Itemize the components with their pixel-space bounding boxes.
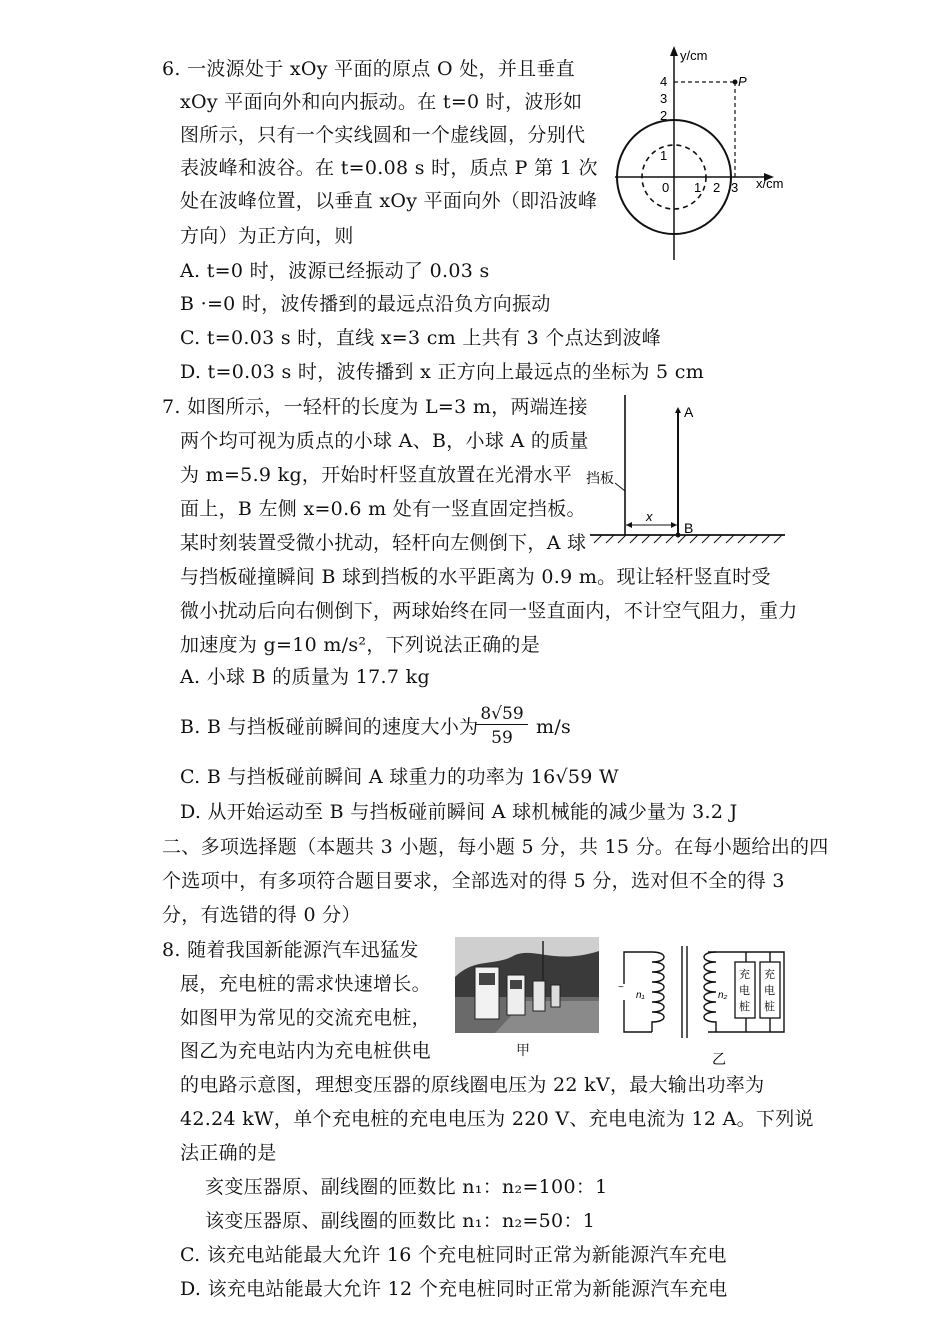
ball-a-label: A [684, 404, 694, 420]
q8-line-2: 展，充电桩的需求快速增长。 [180, 973, 431, 995]
q6-option-b: B ·=0 时，波传播到的最远点沿负方向振动 [180, 293, 551, 315]
svg-text:~: ~ [618, 982, 624, 993]
q7-line-4: 面上，B 左侧 x=0.6 m 处有一竖直固定挡板。 [180, 498, 586, 520]
y-tick-2: 2 [660, 108, 668, 123]
x-axis-label: x/cm [756, 176, 784, 191]
y-tick-4: 4 [660, 74, 668, 89]
section2-line-2: 个选项中，有多项符合题目要求，全部选对的得 5 分，选对但不全的得 3 [162, 870, 785, 892]
q7-line-6: 与挡板碰撞瞬间 B 球到挡板的水平距离为 0.9 m。现让轻杆竖直时受 [180, 566, 771, 588]
q7-option-b-text: B. B 与挡板碰前瞬间的速度大小为 [180, 716, 479, 738]
x-distance-label: x [646, 509, 653, 524]
pile-1-label-char-1: 充 [739, 969, 750, 981]
point-p-label: P [738, 74, 747, 89]
board-label: 挡板 [586, 470, 614, 486]
q8-line-4: 图乙为充电站内为充电桩供电 [180, 1040, 431, 1062]
q6-line-4: 表波峰和波谷。在 t=0.08 s 时，质点 P 第 1 次 [180, 157, 598, 179]
q8-line-1: 8. 随着我国新能源汽车迅猛发 [162, 939, 419, 961]
q6-wave-diagram [610, 40, 800, 270]
caption-yi: 乙 [712, 1051, 726, 1067]
q6-line-3: 图所示，只有一个实线圆和一个虚线圆，分别代 [180, 124, 586, 146]
q8-option-d: D. 该充电站能最大允许 12 个充电桩同时正常为新能源汽车充电 [180, 1278, 728, 1300]
q6-option-d: D. t=0.03 s 时，波传播到 x 正方向上最远点的坐标为 5 cm [180, 361, 705, 383]
q7-line-1: 7. 如图所示，一轻杆的长度为 L=3 m，两端连接 [162, 396, 588, 418]
pile-1-label-char-2: 电 [739, 985, 750, 997]
y-tick-1: 1 [660, 148, 668, 163]
q6-line-6: 方向）为正方向，则 [180, 225, 354, 247]
y-axis-label: y/cm [680, 48, 708, 63]
transformer-circuit-diagram [612, 940, 790, 1070]
q7-option-a: A. 小球 B 的质量为 17.7 kg [180, 666, 430, 688]
q7-line-5: 某时刻装置受微小扰动，轻杆向左侧倒下，A 球 [180, 532, 587, 554]
q8-line-6: 42.24 kW，单个充电桩的充电电压为 220 V、充电电流为 12 A。下列说 [180, 1108, 814, 1130]
q7-option-b-denominator: 59 [491, 728, 513, 748]
caption-jia: 甲 [516, 1043, 531, 1059]
q7-option-d: D. 从开始运动至 B 与挡板碰前瞬间 A 球机械能的减少量为 3.2 J [180, 801, 738, 823]
q8-option-a: 亥变压器原、副线圈的匝数比 n₁：n₂=100：1 [205, 1176, 608, 1198]
q7-option-b-numerator: 8√59 [476, 704, 528, 725]
q7-rod-diagram [580, 385, 790, 550]
q7-option-b-unit: m/s [536, 716, 572, 738]
q7-line-2: 两个均可视为质点的小球 A、B，小球 A 的质量 [180, 430, 589, 452]
x-tick-2: 2 [713, 180, 721, 195]
ball-b-label: B [684, 520, 694, 536]
origin-label: 0 [662, 180, 670, 195]
pile-1-label-char-3: 桩 [739, 1001, 750, 1013]
x-tick-1: 1 [694, 180, 702, 195]
section2-line-1: 二、多项选择题（本题共 3 小题，每小题 5 分，共 15 分。在每小题给出的四 [162, 836, 829, 858]
q6-line-2: xOy 平面向外和向内振动。在 t=0 时，波形如 [180, 91, 583, 113]
q8-option-c: C. 该充电站能最大允许 16 个充电桩同时正常为新能源汽车充电 [180, 1244, 727, 1266]
q8-line-3: 如图甲为常见的交流充电桩， [180, 1007, 431, 1029]
pile-2-label-char-2: 电 [764, 985, 775, 997]
section2-line-3: 分，有选错的得 0 分） [162, 904, 361, 926]
pile-2-label-char-3: 桩 [764, 1001, 775, 1013]
charging-pile-photo [455, 937, 599, 1033]
q6-option-c: C. t=0.03 s 时，直线 x=3 cm 上共有 3 个点达到波峰 [180, 327, 662, 349]
q7-line-7: 微小扰动后向右侧倒下，两球始终在同一竖直面内，不计空气阻力，重力 [180, 600, 798, 622]
n1-label: n₁ [636, 990, 645, 1001]
q8-option-b: 该变压器原、副线圈的匝数比 n₁：n₂=50：1 [205, 1210, 596, 1232]
q6-line-5: 处在波峰位置，以垂直 xOy 平面向外（即沿波峰 [180, 190, 598, 212]
q7-option-c: C. B 与挡板碰前瞬间 A 球重力的功率为 16√59 W [180, 766, 619, 788]
q8-line-7: 法正确的是 [180, 1142, 277, 1164]
pile-2-label-char-1: 充 [764, 969, 775, 981]
n2-label: n₂ [718, 990, 728, 1001]
q7-line-8: 加速度为 g=10 m/s²，下列说法正确的是 [180, 634, 541, 656]
q6-line-1: 6. 一波源处于 xOy 平面的原点 O 处，并且垂直 [162, 58, 576, 80]
x-tick-3: 3 [731, 180, 739, 195]
q6-option-a: A. t=0 时，波源已经振动了 0.03 s [180, 260, 490, 282]
q8-line-5: 的电路示意图，理想变压器的原线圈电压为 22 kV，最大输出功率为 [180, 1074, 765, 1096]
q7-line-3: 为 m=5.9 kg，开始时杆竖直放置在光滑水平 [180, 464, 573, 486]
y-tick-3: 3 [660, 91, 668, 106]
